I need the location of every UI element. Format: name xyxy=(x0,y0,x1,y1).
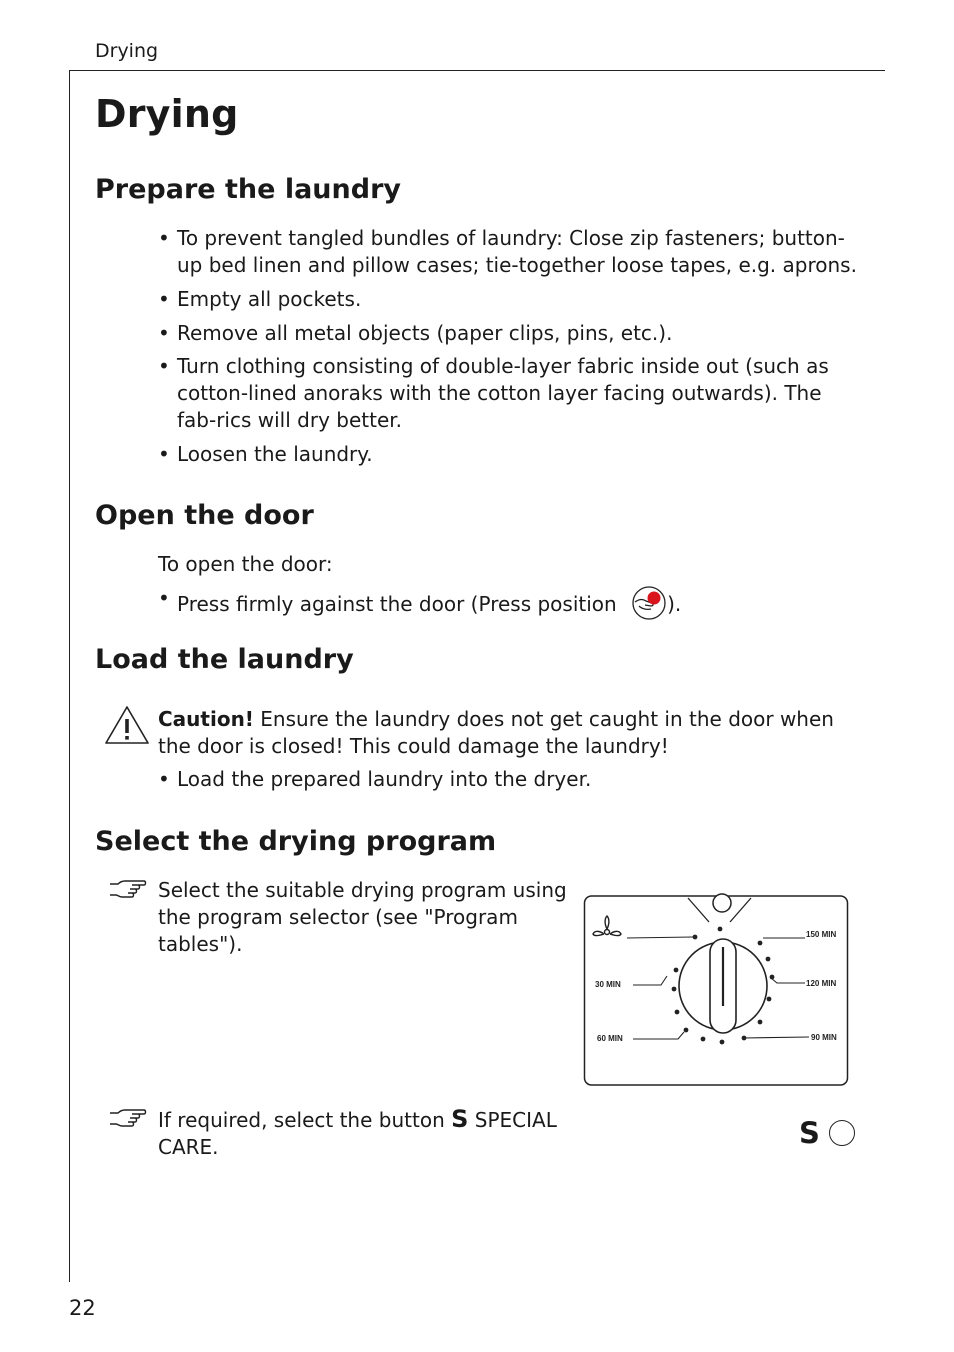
pointing-hand-icon xyxy=(108,1108,148,1134)
list-item-text: To prevent tangled bundles of laundry: Close zip fasteners; button-up bed linen and pillow cases; tie-together loose tapes, e.g. aprons. xyxy=(177,226,857,277)
program-selector-panel xyxy=(583,892,851,1092)
press-instruction: Press firmly against the door (Press position xyxy=(177,592,617,616)
dial-label-60: 60 MIN xyxy=(597,1034,623,1043)
margin-rule xyxy=(69,70,70,1282)
pointing-hand-icon xyxy=(108,879,148,905)
list-item-text: Turn clothing consisting of double-layer fabric inside out (such as cotton-lined anoraks with the cotton layer facing outwards). The fab-rics will dry better. xyxy=(177,354,829,432)
bullet: • xyxy=(158,287,170,311)
press-position-icon xyxy=(631,585,667,621)
heading-prepare-laundry: Prepare the laundry xyxy=(95,174,401,205)
caution-note xyxy=(158,706,863,760)
heading-select-program: Select the drying program xyxy=(95,826,497,857)
list-item xyxy=(158,585,863,621)
list-item xyxy=(158,353,865,434)
open-door-intro: To open the door: xyxy=(158,552,333,576)
list-item xyxy=(158,286,863,313)
running-head: Drying xyxy=(95,40,159,62)
fan-icon xyxy=(593,916,621,936)
bullet: • xyxy=(158,767,170,791)
header-rule xyxy=(69,70,885,71)
special-care-button[interactable] xyxy=(799,1116,859,1150)
page-number: 22 xyxy=(69,1296,96,1320)
caution-label: Caution! xyxy=(158,707,254,731)
step-special-care xyxy=(158,1106,558,1161)
list-item-text: Remove all metal objects (paper clips, pins, etc.). xyxy=(177,321,673,345)
special-care-button-circle[interactable] xyxy=(829,1120,855,1146)
program-selector-knob[interactable] xyxy=(679,939,767,1033)
bullet: • xyxy=(158,226,170,250)
dial-label-90: 90 MIN xyxy=(811,1033,837,1042)
caution-text: Ensure the laundry does not get caught in the door when the door is closed! This could damage the laundry! xyxy=(158,707,834,758)
page-title: Drying xyxy=(95,92,239,136)
bullet: • xyxy=(158,442,170,466)
press-instruction-end: ). xyxy=(667,592,682,616)
list-item xyxy=(158,766,863,793)
list-item xyxy=(158,441,863,468)
list-item-text xyxy=(158,585,863,621)
list-item-text: Empty all pockets. xyxy=(177,287,362,311)
warning-icon xyxy=(103,704,151,750)
bullet: • xyxy=(158,321,170,345)
bullet: • xyxy=(158,354,170,378)
bullet: • xyxy=(158,586,170,610)
step-select-program: Select the suitable drying program using the program selector (see "Program tables"). xyxy=(158,878,567,956)
dial-label-30: 30 MIN xyxy=(595,980,621,989)
heading-open-door: Open the door xyxy=(95,500,314,531)
list-item xyxy=(158,225,863,279)
special-care-symbol: S xyxy=(451,1105,469,1133)
step-special-care-before: If required, select the button xyxy=(158,1108,445,1132)
dial-label-150: 150 MIN xyxy=(806,930,837,939)
step-special-care-after: SPECIAL CARE. xyxy=(158,1108,557,1159)
list-item-text: Load the prepared laundry into the dryer. xyxy=(177,767,592,791)
heading-load-laundry: Load the laundry xyxy=(95,644,354,675)
special-care-button-letter: S xyxy=(799,1116,820,1150)
list-item xyxy=(158,320,863,347)
dial-label-120: 120 MIN xyxy=(806,979,837,988)
list-item-text: Loosen the laundry. xyxy=(177,442,373,466)
